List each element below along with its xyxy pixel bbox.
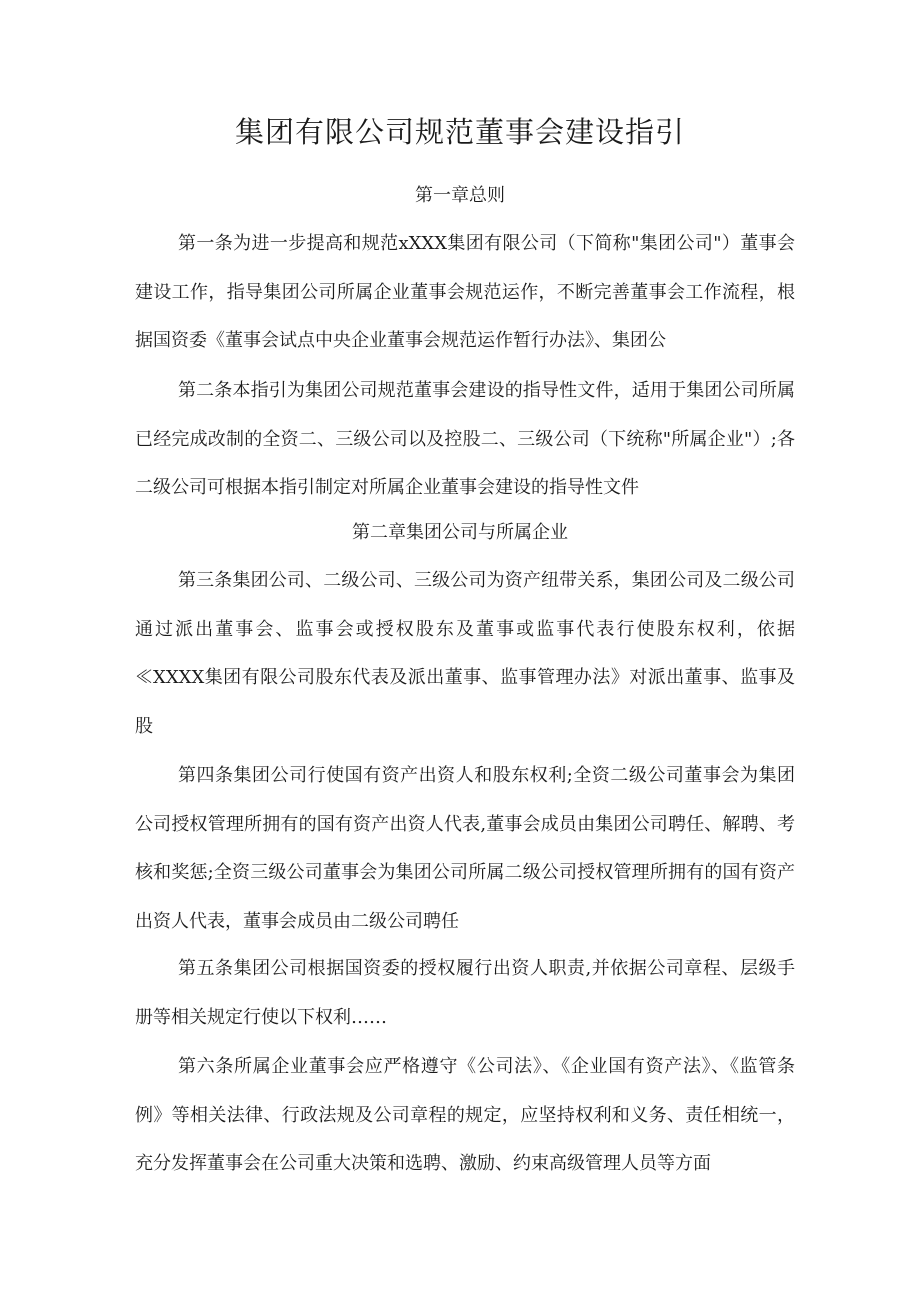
chapter-1-heading: 第一章总则 (415, 185, 505, 206)
article-4: 第四条集团公司行使国有资产出资人和股东权利;全资二级公司董事会为集团公司授权管理所拥有的国有资产出资人代表,董事会成员由集团公司聘任、解聘、考核和奖惩;全资三级公司董事会为集团公司所属二级公司授权管理所拥有的国有资产出资人代表，董事会成员由二级公司聘任 (135, 765, 795, 932)
article-3: 第三条集团公司、二级公司、三级公司为资产纽带关系，集团公司及二级公司通过派出董事会、监事会或授权股东及董事或监事代表行使股东权利，依据≪XXXX集团有限公司股东代表及派出董事、监事管理办法》对派出董事、监事及股 (135, 570, 795, 737)
article-5: 第五条集团公司根据国资委的授权履行出资人职责,并依据公司章程、层级手册等相关规定行使以下权利…… (135, 958, 795, 1028)
article-1: 第一条为进一步提高和规范xXXX集团有限公司（下简称"集团公司"）董事会建设工作，指导集团公司所属企业董事会规范运作，不断完善董事会工作流程，根据国资委《董事会试点中央企业董事会规范运作暂行办法》、集团公 (135, 233, 795, 351)
chapter-2-heading: 第二章集团公司与所属企业 (352, 522, 568, 543)
document-title: 集团有限公司规范董事会建设指引 (234, 115, 685, 149)
article-6: 第六条所属企业董事会应严格遵守《公司法》、《企业国有资产法》、《监管条例》等相关法律、行政法规及公司章程的规定，应坚持权利和义务、责任相统一，充分发挥董事会在公司重大决策和选聘、激励、约束高级管理人员等方面 (135, 1056, 795, 1174)
article-2: 第二条本指引为集团公司规范董事会建设的指导性文件，适用于集团公司所属已经完成改制的全资二、三级公司以及控股二、三级公司（下统称"所属企业"）;各二级公司可根据本指引制定对所属企业董事会建设的指导性文件 (135, 380, 795, 498)
